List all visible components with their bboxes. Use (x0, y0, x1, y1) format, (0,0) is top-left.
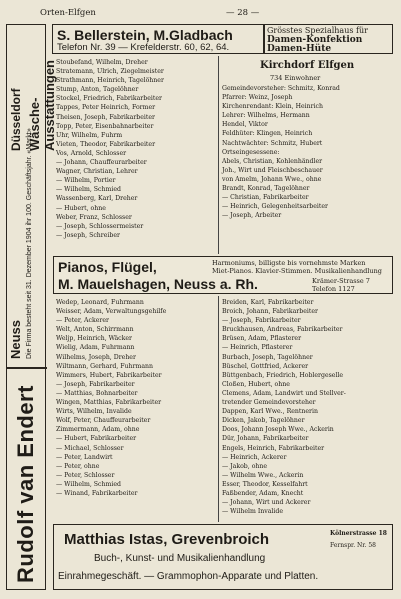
side-ad-sub: Die Firma besteht seit 31. Dezember 1904 ihr 100. Geschäftsjahr. «Markt» (26, 128, 33, 359)
directory-entry: Wilhelms, Joseph, Dreher (56, 353, 136, 361)
mid-ad-c2: Miet-Pianos. Klavier-Stimmen. Musikalienhandlung (212, 267, 382, 275)
directory-entry: Esser, Theodor, Kesselfahrt (222, 480, 308, 488)
left-column-bottom (56, 298, 166, 498)
directory-entry: Gemeindevorsteher: Schmitz, Konrad (222, 85, 340, 92)
bottom-ad-address: Kölnerstrasse 18 (330, 530, 387, 537)
directory-entry: Tappes, Peter Heinrich, Former (56, 104, 156, 112)
right-column-top (222, 84, 340, 220)
directory-entry: — Joseph, Schreiber (56, 231, 120, 239)
mid-ad-c4: Telefon 1127 (312, 285, 355, 293)
directory-entry: — Joseph, Arbeiter (222, 212, 282, 220)
directory-entry: Joh., Wirt und Fleischbeschauer (222, 166, 323, 174)
left-column-top (56, 58, 164, 240)
directory-entry: Strathmann, Heinrich, Tagelöhner (56, 77, 164, 85)
top-ad-name: S. Bellerstein, M.Gladbach (57, 27, 233, 43)
directory-entry: — Wilhelm, Portier (56, 177, 116, 185)
directory-entry: Stratemann, Ulrich, Ziegelmeister (56, 68, 164, 76)
right-column-bottom (222, 298, 346, 516)
right-column-heading: Kirchdorf Elfgen (260, 60, 355, 71)
mid-ad-c1: Harmoniums, billigste bis vornehmste Marken (212, 259, 366, 267)
directory-entry: Dappen, Karl Wwe., Rentnerin (222, 408, 318, 416)
directory-entry: — Johann, Chauffeurarbeiter (56, 159, 147, 167)
right-column-subheading: 734 Einwohner (270, 74, 321, 82)
directory-entry: — Heinrich, Pflasterer (222, 344, 293, 352)
directory-entry: — Heinrich, Gelegenheitsarbeiter (222, 203, 328, 211)
directory-entry: — Peter, Ackerer (56, 317, 109, 325)
mid-advertisement (53, 256, 393, 294)
directory-entry: Wimmers, Hubert, Fabrikarbeiter (56, 371, 162, 379)
directory-entry: Weljp, Heinrich, Wäcker (56, 335, 132, 343)
directory-entry: Wielig, Adam, Fuhrmann (56, 344, 135, 352)
directory-entry: — Christian, Fabrikarbeiter (222, 194, 309, 202)
page-header (40, 8, 393, 20)
directory-entry: Stump, Anton, Tagelöhner (56, 86, 139, 94)
directory-entry: — Hubert, ohne (56, 204, 106, 212)
directory-entry: — Matthias, Bohnarbeiter (56, 389, 138, 397)
directory-entry: Cloßen, Hubert, ohne (222, 380, 290, 388)
directory-entry: — Joseph, Fabrikarbeiter (56, 380, 135, 388)
directory-entry: — Hubert, Fabrikarbeiter (56, 435, 137, 443)
bottom-advertisement (53, 524, 393, 590)
side-ad-dusseldorf: Düsseldorf (9, 88, 23, 151)
directory-entry: Brüsen, Adam, Pflasterer (222, 335, 302, 343)
top-ad-right-1: Grösstes Spezialhaus für (267, 26, 368, 35)
bottom-ad-title: Matthias Istas, Grevenbroich (64, 531, 270, 548)
directory-entry: Vos, Arnold, Schlosser (56, 149, 127, 157)
top-ad-tel: Telefon Nr. 39 — Krefelderstr. 60, 62, 64. (57, 42, 230, 53)
directory-entry: — Joseph, Schlossermeister (56, 222, 144, 230)
directory-entry: Kirchenrendant: Klein, Heinrich (222, 103, 324, 111)
directory-entry: Breiden, Karl, Fabrikarbeiter (222, 299, 314, 306)
directory-entry: Nachtwächter: Schmitz, Hubert (222, 139, 323, 147)
directory-entry: Wiltmann, Gerhard, Fuhrmann (56, 362, 153, 370)
directory-entry: Bruckhausen, Andreas, Fabrikarbeiter (222, 326, 343, 334)
directory-entry: — Peter, ohne (56, 462, 100, 470)
directory-entry: Dicken, Jakob, Tagelöhner (222, 417, 305, 425)
directory-entry: Burbach, Joseph, Tagelöhner (222, 353, 313, 361)
running-head: Orten-Elfgen (40, 8, 96, 18)
bottom-ad-phone: Fernspr. Nr. 58 (330, 542, 376, 549)
side-advertisement (6, 24, 57, 590)
directory-entry: — Michael, Schlosser (56, 444, 124, 452)
page-number: — 28 — (226, 8, 260, 18)
directory-entry: Faßbender, Adam, Knecht (222, 489, 304, 497)
directory-entry: Wassenberg, Karl, Dreher (56, 195, 138, 203)
directory-entry: Wirts, Wilhelm, Invalide (56, 408, 132, 416)
directory-entry: — Heinrich, Ackerer (222, 453, 287, 461)
directory-entry: Pfarrer: Weinz, Joseph (222, 94, 293, 102)
bottom-ad-line1: Buch-, Kunst- und Musikalienhandlung (94, 553, 266, 564)
directory-entry: tretender Gemeindevorsteher (222, 399, 316, 407)
directory-entry: Wolf, Peter, Chauffeurarbeiter (56, 417, 151, 425)
directory-entry: Lehrer: Wilhelms, Hermann (222, 112, 310, 120)
bottom-ad-line2: Einrahmegeschäft. — Grammophon-Apparate und Platten. (58, 571, 319, 582)
directory-entry: — Jakob, ohne (222, 462, 268, 470)
directory-entry: — Peter, Schlosser (56, 471, 115, 479)
top-ad-right-3: Damen-Hüte (267, 44, 332, 54)
directory-entry: Brandt, Konrad, Tagelöhner (222, 185, 310, 193)
directory-entry: Wingen, Matthias, Fabrikarbeiter (56, 399, 162, 407)
directory-entry: — Wilhelm, Schmied (56, 480, 121, 488)
directory-entry: — Peter, Landwirt (56, 453, 113, 461)
directory-entry: Büschel, Gottfried, Ackerer (222, 362, 309, 370)
mid-ad-line2: M. Mauelshagen, Neuss a. Rh. (58, 276, 258, 292)
directory-entry: Dür, Johann, Fabrikarbeiter (222, 435, 309, 443)
directory-entry: — Joseph, Fabrikarbeiter (222, 317, 301, 325)
directory-entry: Stoubefand, Wilhelm, Dreher (56, 59, 148, 66)
directory-entry: — Wilhelm Wwe., Ackerin (222, 471, 304, 479)
mid-ad-c3: Krämer-Strasse 7 (312, 277, 370, 285)
top-ad-right-2: Damen-Konfektion (267, 35, 363, 45)
directory-entry: — Wilhelm, Schmied (56, 186, 121, 194)
directory-entry: Engels, Heinrich, Fabrikarbeiter (222, 444, 325, 452)
directory-entry: Topp, Peter, Eisenbahnarbeiter (56, 122, 154, 130)
directory-entry: Theisen, Joseph, Fabrikarbeiter (56, 113, 155, 121)
directory-entry: Wagner, Christian, Lehrer (56, 168, 138, 176)
directory-entry: Stockel, Friedrich, Fabrikarbeiter (56, 95, 162, 103)
directory-entry: Büttgenbach, Friedrich, Hoblergeselle (222, 371, 344, 379)
directory-entry: Doos, Johann Joseph Wwe., Ackerin (222, 426, 334, 434)
directory-entry: Vieten, Theodor, Fabrikarbeiter (56, 140, 156, 148)
side-ad-wa: Wäsche-Ausstattungen (27, 60, 57, 151)
directory-entry: — Johann, Wirt und Ackerer (222, 499, 311, 507)
directory-entry: Uhr, Wilhelm, Fuhrm (56, 131, 123, 139)
mid-ad-line1: Pianos, Flügel, (58, 259, 157, 275)
directory-entry: Feldhüter: Klingen, Heinrich (222, 130, 313, 138)
directory-entry: Welt, Anton, Schirrmann (56, 326, 134, 334)
directory-entry: Wedep, Leonard, Fuhrmann (56, 299, 144, 306)
top-advertisement (52, 24, 393, 54)
directory-entry: Broich, Johann, Fabrikarbeiter (222, 308, 318, 316)
directory-entry: — Wilhelm Invalide (222, 508, 284, 516)
directory-entry: Hendel, Viktor (222, 121, 268, 129)
directory-entry: Weisser, Adam, Verwaltungsgehilfe (56, 308, 167, 316)
directory-entry: Zimmermann, Adam, ohne (56, 426, 140, 434)
side-ad-name: Rudolf van Endert (13, 385, 38, 583)
directory-entry: Clemens, Adam, Landwirt und Stellver- (222, 389, 346, 397)
directory-entry: Weber, Franz, Schlosser (56, 213, 132, 221)
directory-entry: — Winand, Fabrikarbeiter (56, 489, 138, 497)
directory-entry: Abels, Christian, Kohlenhändler (222, 157, 323, 165)
directory-entry: von Amelm, Johann Wwe., ohne (222, 175, 322, 183)
side-ad-city: Neuss (8, 319, 23, 359)
directory-entry: Ortseingesessene: (222, 148, 280, 156)
